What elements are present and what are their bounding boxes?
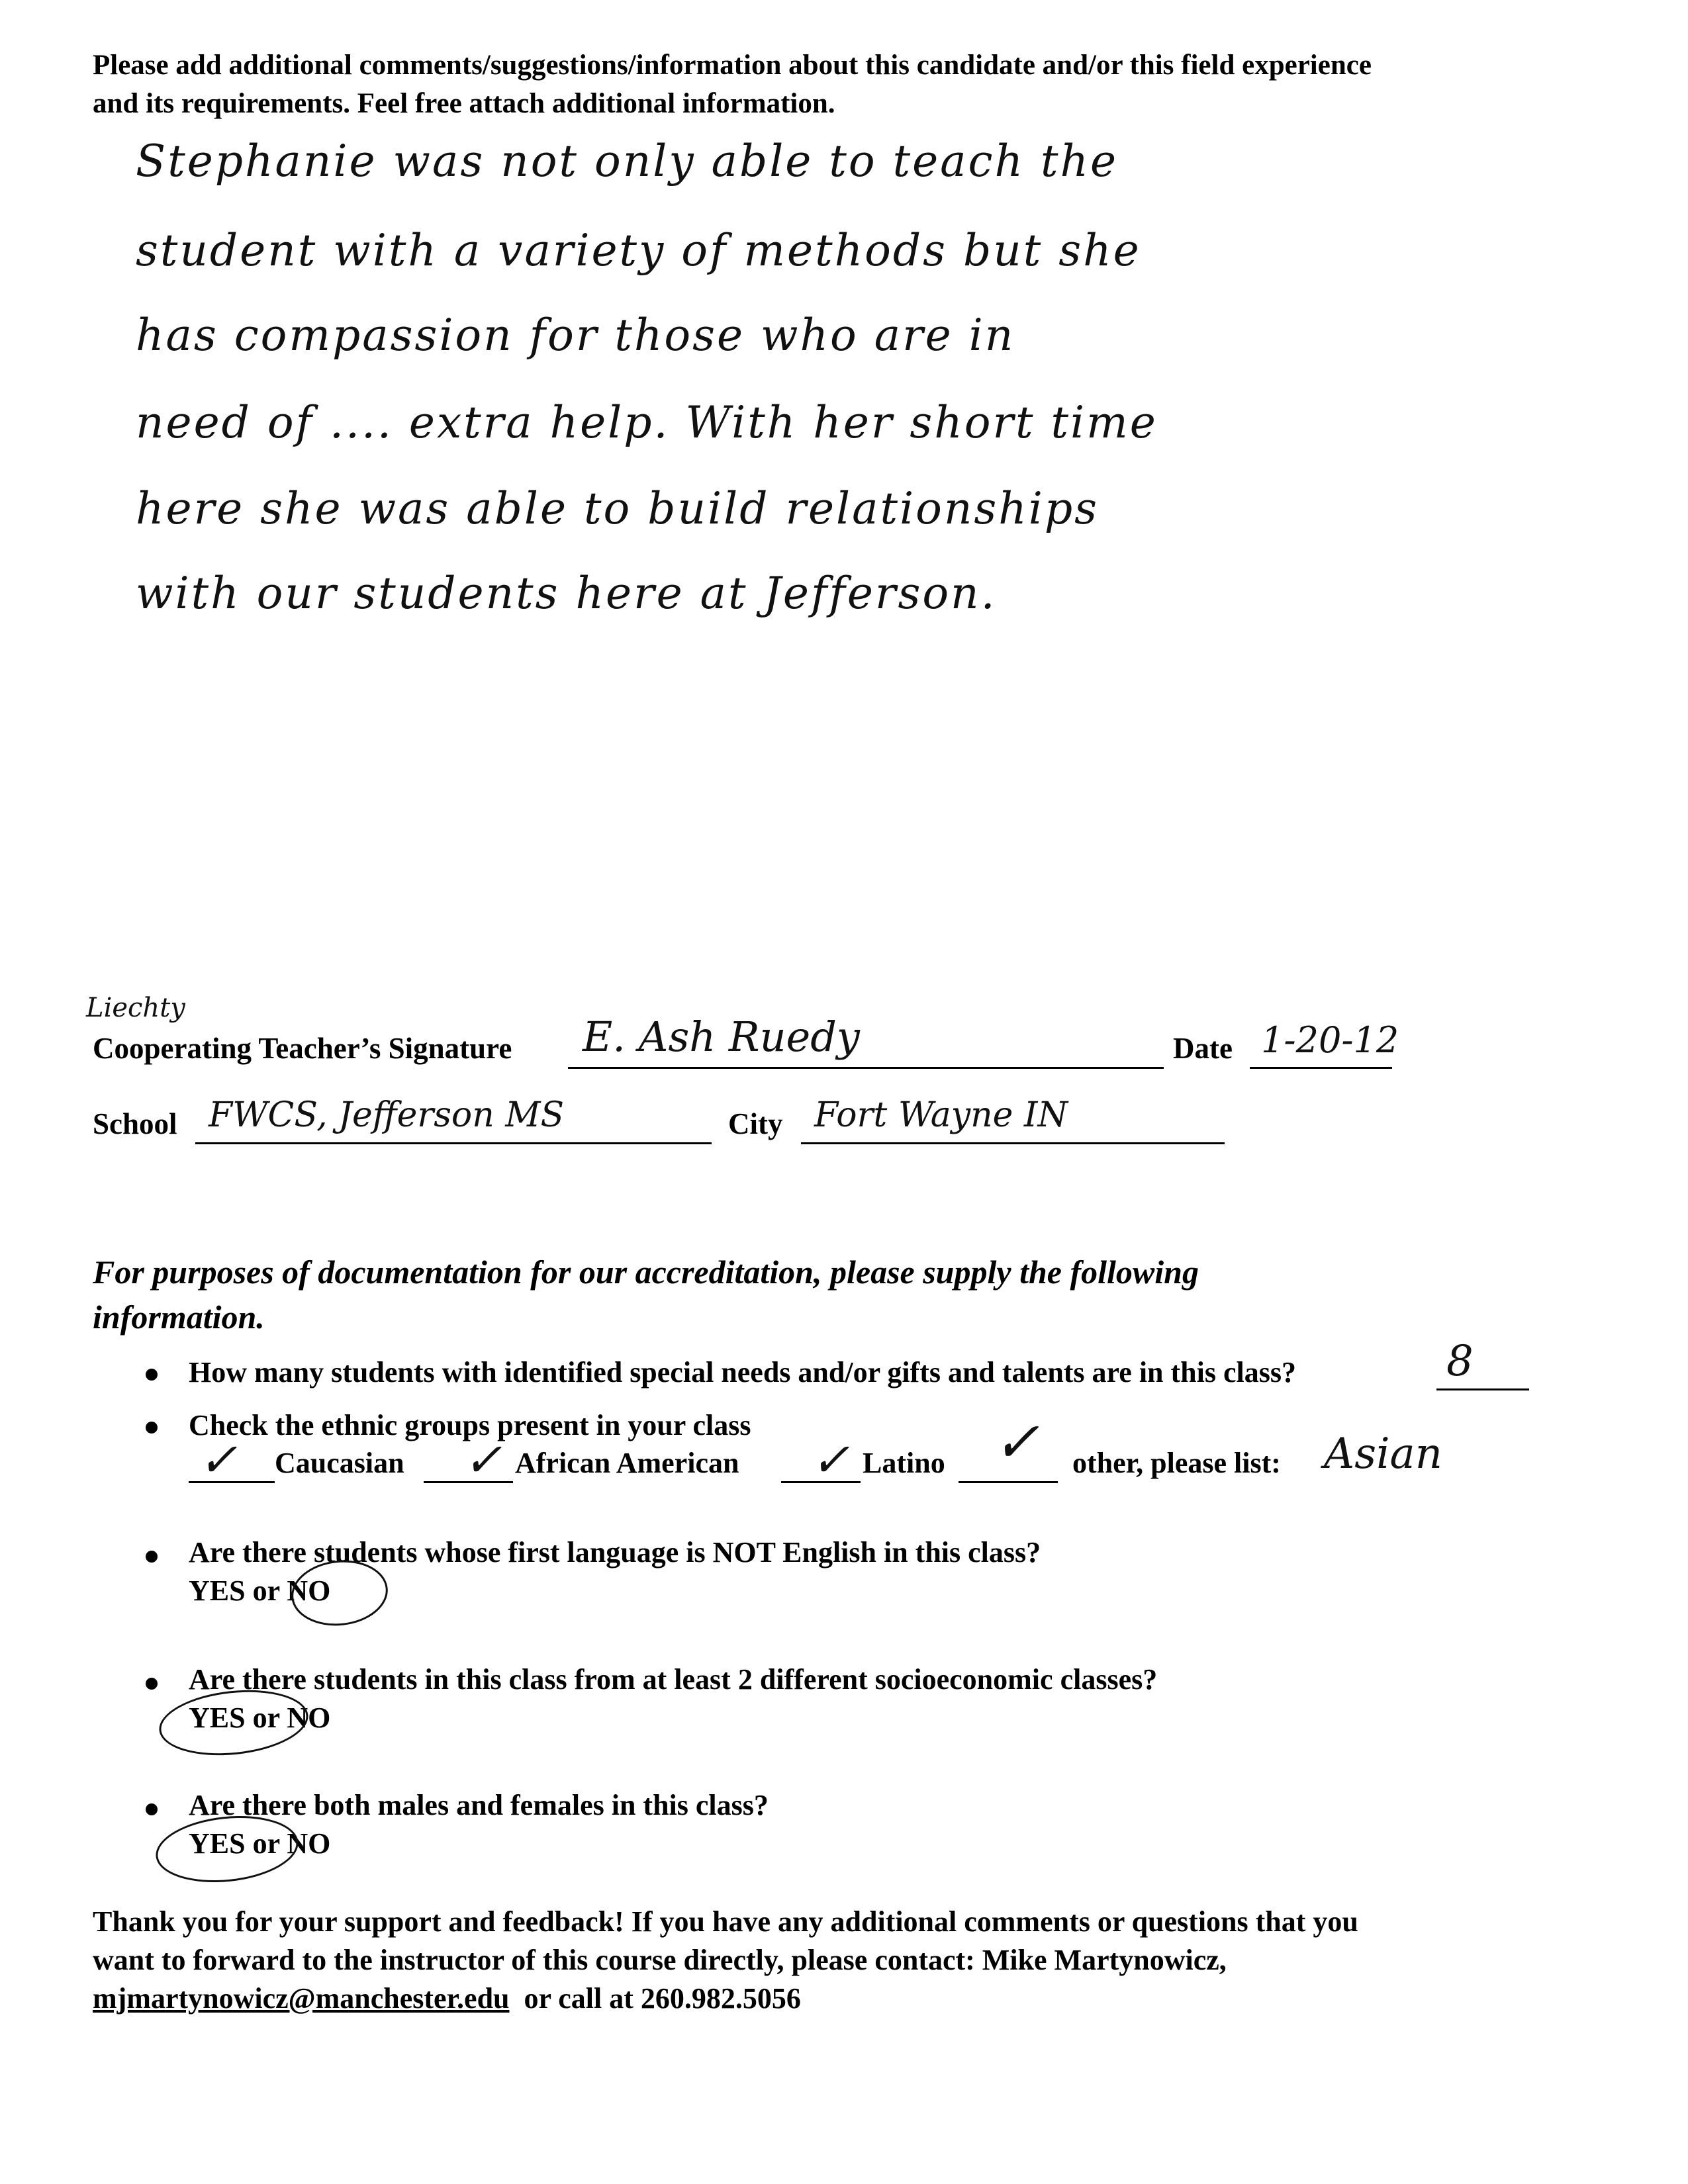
socioeconomic-options[interactable]: YES or NO	[189, 1702, 331, 1734]
comment-line: Stephanie was not only able to teach the	[136, 136, 1119, 187]
date-underline	[1250, 1067, 1392, 1069]
comment-line: has compassion for those who are in	[136, 310, 1015, 361]
footer-phone: or call at 260.982.5056	[509, 1982, 801, 2015]
other-check-icon[interactable]: ✓	[993, 1410, 1040, 1475]
signature-label: Cooperating Teacher’s Signature	[93, 1032, 512, 1065]
bullet	[146, 1422, 158, 1433]
other-answer[interactable]: Asian	[1324, 1430, 1442, 1479]
handwritten-name-note: Liechty	[86, 993, 185, 1023]
special-needs-answer[interactable]: 8	[1446, 1337, 1474, 1386]
signature-value[interactable]: E. Ash Ruedy	[583, 1013, 860, 1061]
latino-label: Latino	[863, 1447, 945, 1479]
question-first-language: Are there students whose first language is NOT English in this class?	[189, 1536, 1041, 1569]
african-american-check-icon[interactable]: ✓	[463, 1433, 502, 1487]
school-underline	[195, 1142, 712, 1144]
other-blank	[959, 1481, 1058, 1483]
footer-line-2: want to forward to the instructor of this course directly, please contact: Mike Martynowicz,	[93, 1944, 1227, 1976]
caucasian-check-icon[interactable]: ✓	[199, 1433, 238, 1487]
bullet	[146, 1551, 158, 1563]
instructions-line-2: and its requirements. Feel free attach additional information.	[93, 88, 835, 119]
other-label: other, please list:	[1072, 1447, 1281, 1479]
caucasian-label: Caucasian	[275, 1447, 404, 1479]
comment-line: student with a variety of methods but she	[136, 225, 1141, 276]
footer-line-1: Thank you for your support and feedback! If you have any additional comments or questions that you	[93, 1905, 1358, 1938]
comment-line: need of .... extra help. With her short time	[136, 397, 1158, 448]
school-value[interactable]: FWCS, Jefferson MS	[209, 1095, 565, 1135]
question-special-needs: How many students with identified special needs and/or gifts and talents are in this class?	[189, 1356, 1296, 1388]
comment-line: here she was able to build relationships	[136, 483, 1099, 534]
date-value[interactable]: 1-20-12	[1261, 1019, 1399, 1061]
accreditation-heading-line-1: For purposes of documentation for our accreditation, please supply the following	[93, 1253, 1199, 1291]
footer-contact	[93, 1903, 1358, 2018]
accreditation-heading	[93, 1250, 1199, 1340]
males-females-options[interactable]: YES or NO	[189, 1827, 331, 1860]
city-underline	[801, 1142, 1225, 1144]
latino-check-icon[interactable]: ✓	[811, 1433, 850, 1487]
comment-line: with our students here at Jefferson.	[136, 568, 997, 619]
special-needs-underline	[1436, 1388, 1529, 1390]
question-socioeconomic: Are there students in this class from at least 2 different socioeconomic classes?	[189, 1663, 1158, 1696]
bullet	[146, 1678, 158, 1690]
footer-line-3	[93, 1979, 1358, 2018]
african-american-label: African American	[515, 1447, 739, 1479]
bullet	[146, 1369, 158, 1381]
school-label: School	[93, 1107, 177, 1140]
question-males-females: Are there both males and females in this class?	[189, 1789, 769, 1821]
date-label: Date	[1173, 1032, 1233, 1065]
instructor-email-link[interactable]: mjmartynowicz@manchester.edu	[93, 1982, 510, 2015]
bullet	[146, 1803, 158, 1815]
instructions-header	[93, 46, 1615, 123]
instructions-line-1: Please add additional comments/suggestions/information about this candidate and/or this field experience	[93, 50, 1372, 81]
question-ethnic-groups: Check the ethnic groups present in your class	[189, 1409, 751, 1441]
accreditation-heading-line-2: information.	[93, 1298, 265, 1336]
signature-underline	[568, 1067, 1164, 1069]
city-label: City	[728, 1107, 783, 1140]
first-language-options[interactable]: YES or NO	[189, 1574, 331, 1607]
city-value[interactable]: Fort Wayne IN	[814, 1095, 1068, 1135]
